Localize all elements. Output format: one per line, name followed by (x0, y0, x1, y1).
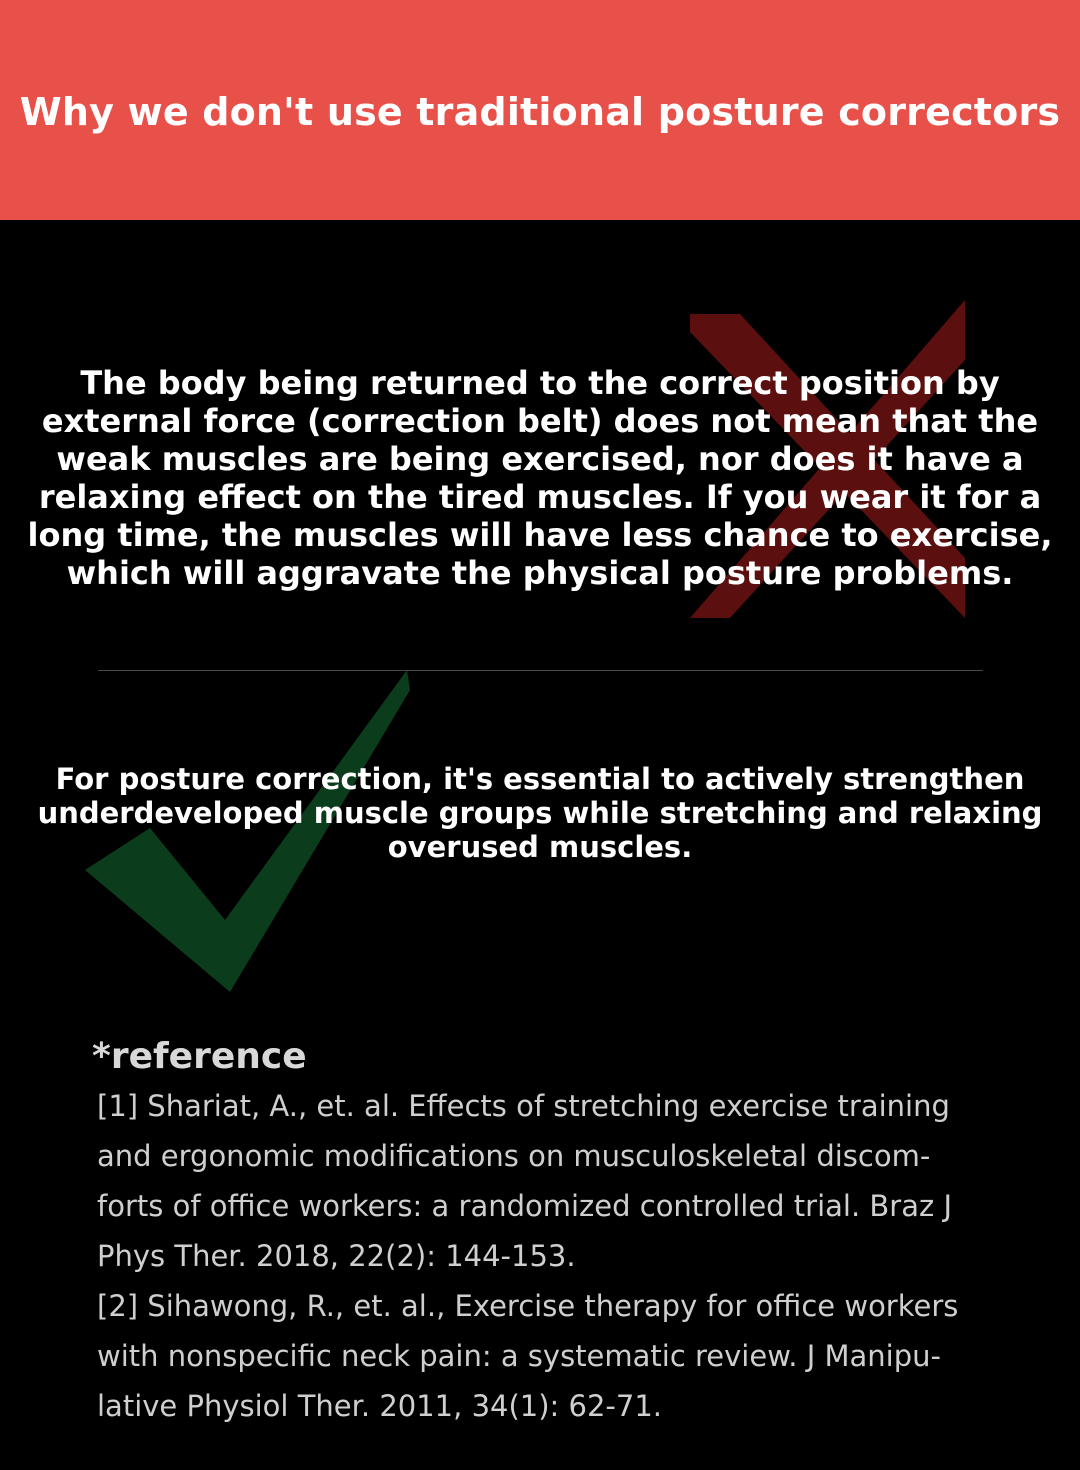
reference-line: [2] Sihawong, R., et. al., Exercise therapy for office workers (97, 1289, 959, 1323)
paragraph-line: weak muscles are being exercised, nor does it have a (56, 440, 1024, 478)
reference-line: forts of office workers: a randomized controlled trial. Braz J (97, 1189, 952, 1223)
page-title: Why we don't use traditional posture correctors (19, 90, 1061, 134)
paragraph-corrector-drawbacks (20, 364, 1060, 592)
reference-list (97, 1081, 997, 1431)
paragraph-line: which will aggravate the physical posture problems. (66, 554, 1014, 592)
paragraph-line: The body being returned to the correct position by (80, 364, 1000, 402)
paragraph-line: overused muscles. (387, 830, 693, 864)
section-divider (98, 670, 983, 671)
reference-line: [1] Shariat, A., et. al. Effects of stretching exercise training (97, 1089, 950, 1123)
reference-line: lative Physiol Ther. 2011, 34(1): 62-71. (97, 1389, 663, 1423)
reference-line: Phys Ther. 2018, 22(2): 144-153. (97, 1239, 576, 1273)
paragraph-line: underdeveloped muscle groups while stretching and relaxing (37, 796, 1043, 830)
paragraph-correct-approach (20, 762, 1060, 864)
header-banner (0, 0, 1080, 220)
reference-line: and ergonomic modifications on musculoskeletal discom- (97, 1139, 931, 1173)
reference-heading: *reference (92, 1036, 307, 1077)
paragraph-line: long time, the muscles will have less chance to exercise, (27, 516, 1053, 554)
reference-line: with nonspecific neck pain: a systematic review. J Manipu- (97, 1339, 941, 1373)
paragraph-line: relaxing effect on the tired muscles. If you wear it for a (38, 478, 1042, 516)
paragraph-line: For posture correction, it's essential to actively strengthen (55, 762, 1025, 796)
paragraph-line: external force (correction belt) does not mean that the (41, 402, 1039, 440)
